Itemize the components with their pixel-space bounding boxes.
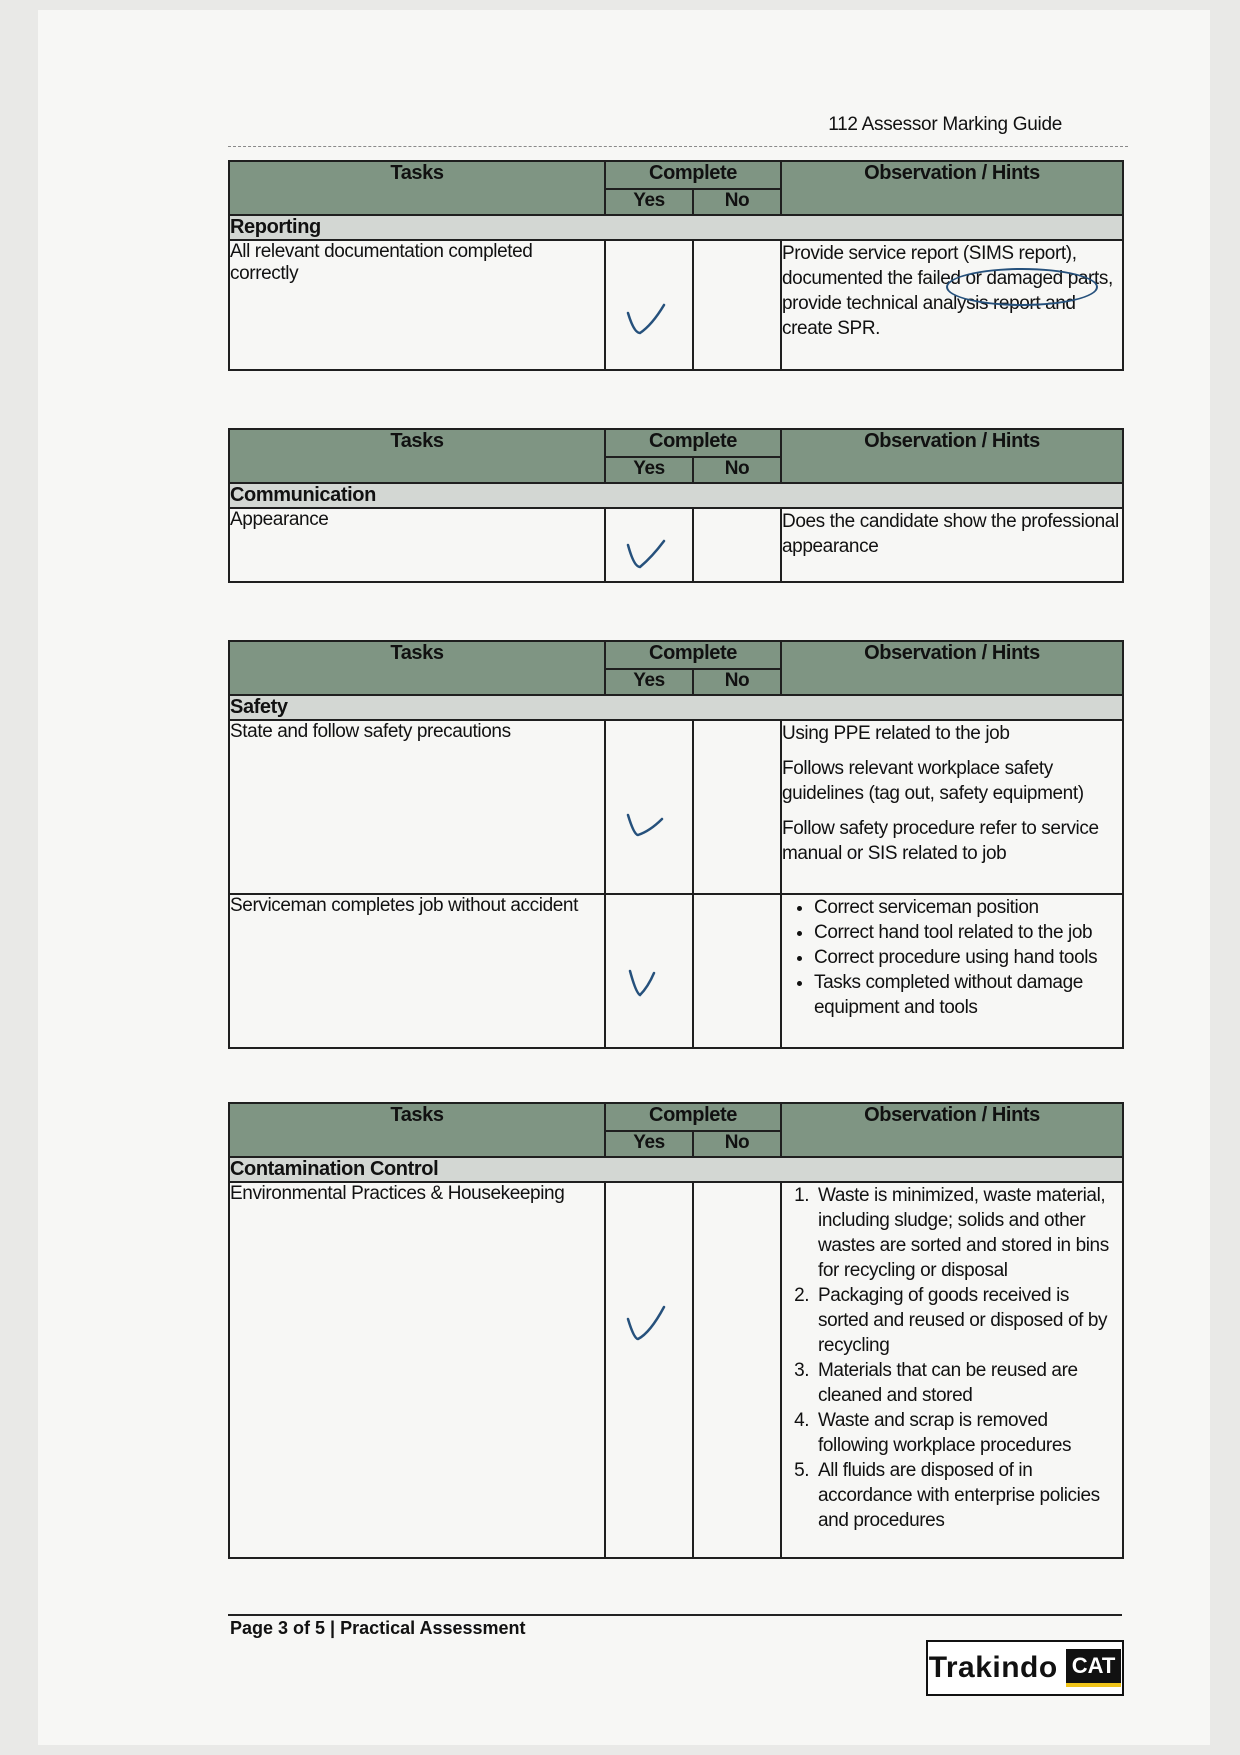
- list-item: • Tasks completed without damage equipment and tools: [814, 970, 1122, 1020]
- section-title: Contamination Control: [229, 1157, 1123, 1182]
- no-cell: [693, 1182, 781, 1558]
- hint-cell: Does the candidate show the professional appearance: [781, 508, 1123, 582]
- list-item: 2. Packaging of goods received is sorted and reused or disposed of by recycling: [814, 1283, 1122, 1358]
- hints-header: Observation / Hints: [781, 429, 1123, 483]
- check-mark: [624, 963, 670, 1009]
- task-cell: Serviceman completes job without accident: [229, 894, 605, 1048]
- yes-cell: [605, 894, 693, 1048]
- handwritten-circle: [946, 268, 1098, 306]
- no-cell: [693, 508, 781, 582]
- task-cell: Appearance: [229, 508, 605, 582]
- handwritten-check-icon: [624, 963, 670, 1003]
- page-header: 112 Assessor Marking Guide: [828, 114, 1062, 135]
- complete-header: Complete: [605, 161, 781, 189]
- logo-text: Trakindo: [928, 1651, 1058, 1684]
- page-footer: Page 3 of 5 | Practical Assessment: [230, 1618, 526, 1638]
- handwritten-check-icon: [624, 299, 670, 339]
- hint-cell: [781, 894, 1123, 1048]
- task-cell: All relevant documentation completed correctly: [229, 240, 605, 370]
- section-title: Safety: [229, 695, 1123, 720]
- hints-header: Observation / Hints: [781, 641, 1123, 695]
- no-header: No: [693, 189, 781, 215]
- handwritten-check-icon: [624, 533, 670, 573]
- tasks-header: Tasks: [229, 1103, 605, 1157]
- handwritten-check-icon: [624, 805, 670, 845]
- hint-line: Follow safety procedure refer to service manual or SIS related to job: [782, 818, 1099, 864]
- section-title: Reporting: [229, 215, 1123, 240]
- yes-header: Yes: [605, 457, 693, 483]
- tasks-header: Tasks: [229, 429, 605, 483]
- document-page: [38, 10, 1210, 1745]
- list-item: • Correct procedure using hand tools: [814, 945, 1122, 970]
- hints-header: Observation / Hints: [781, 161, 1123, 215]
- hint-bullet-list: [782, 895, 1122, 1020]
- hint-cell: [781, 1182, 1123, 1558]
- reporting-table: [228, 160, 1124, 371]
- no-header: No: [693, 1131, 781, 1157]
- yes-cell: [605, 240, 693, 370]
- hints-header: Observation / Hints: [781, 1103, 1123, 1157]
- hint-numbered-list: [782, 1183, 1122, 1533]
- list-item: 4. Waste and scrap is removed following workplace procedures: [814, 1408, 1122, 1458]
- footer-divider: [228, 1614, 1122, 1616]
- list-item: 3. Materials that can be reused are cleaned and stored: [814, 1358, 1122, 1408]
- complete-header: Complete: [605, 429, 781, 457]
- task-cell: Environmental Practices & Housekeeping: [229, 1182, 605, 1558]
- list-item: • Correct serviceman position: [814, 895, 1122, 920]
- no-cell: [693, 240, 781, 370]
- no-header: No: [693, 669, 781, 695]
- no-header: No: [693, 457, 781, 483]
- tasks-header: Tasks: [229, 641, 605, 695]
- yes-cell: [605, 720, 693, 894]
- check-mark: [624, 299, 670, 345]
- hint-cell: [781, 720, 1123, 894]
- communication-table: [228, 428, 1124, 583]
- cat-logo-icon: CAT: [1066, 1649, 1122, 1687]
- header-divider: [228, 146, 1128, 147]
- complete-header: Complete: [605, 1103, 781, 1131]
- check-mark: [624, 533, 670, 579]
- yes-header: Yes: [605, 1131, 693, 1157]
- yes-header: Yes: [605, 189, 693, 215]
- hint-line: Follows relevant workplace safety guidelines (tag out, safety equipment): [782, 758, 1084, 804]
- no-cell: [693, 720, 781, 894]
- complete-header: Complete: [605, 641, 781, 669]
- safety-table: [228, 640, 1124, 1049]
- yes-cell: [605, 1182, 693, 1558]
- check-mark: [624, 805, 670, 851]
- section-title: Communication: [229, 483, 1123, 508]
- task-cell: State and follow safety precautions: [229, 720, 605, 894]
- hint-cell: Provide service report (SIMS report), documented the failed or damaged parts, provide technical analysis report and create SPR.: [781, 240, 1123, 370]
- list-item: 5. All fluids are disposed of in accordance with enterprise policies and procedures: [814, 1458, 1122, 1533]
- trakindo-logo: [926, 1640, 1124, 1696]
- list-item: 1. Waste is minimized, waste material, including sludge; solids and other wastes are sorted and stored in bins for recycling or disposal: [814, 1183, 1122, 1283]
- handwritten-check-icon: [624, 1303, 670, 1347]
- yes-header: Yes: [605, 669, 693, 695]
- check-mark: [624, 1303, 670, 1353]
- no-cell: [693, 894, 781, 1048]
- tasks-header: Tasks: [229, 161, 605, 215]
- yes-cell: [605, 508, 693, 582]
- hint-line: Using PPE related to the job: [782, 723, 1010, 744]
- contamination-control-table: [228, 1102, 1124, 1559]
- list-item: • Correct hand tool related to the job: [814, 920, 1122, 945]
